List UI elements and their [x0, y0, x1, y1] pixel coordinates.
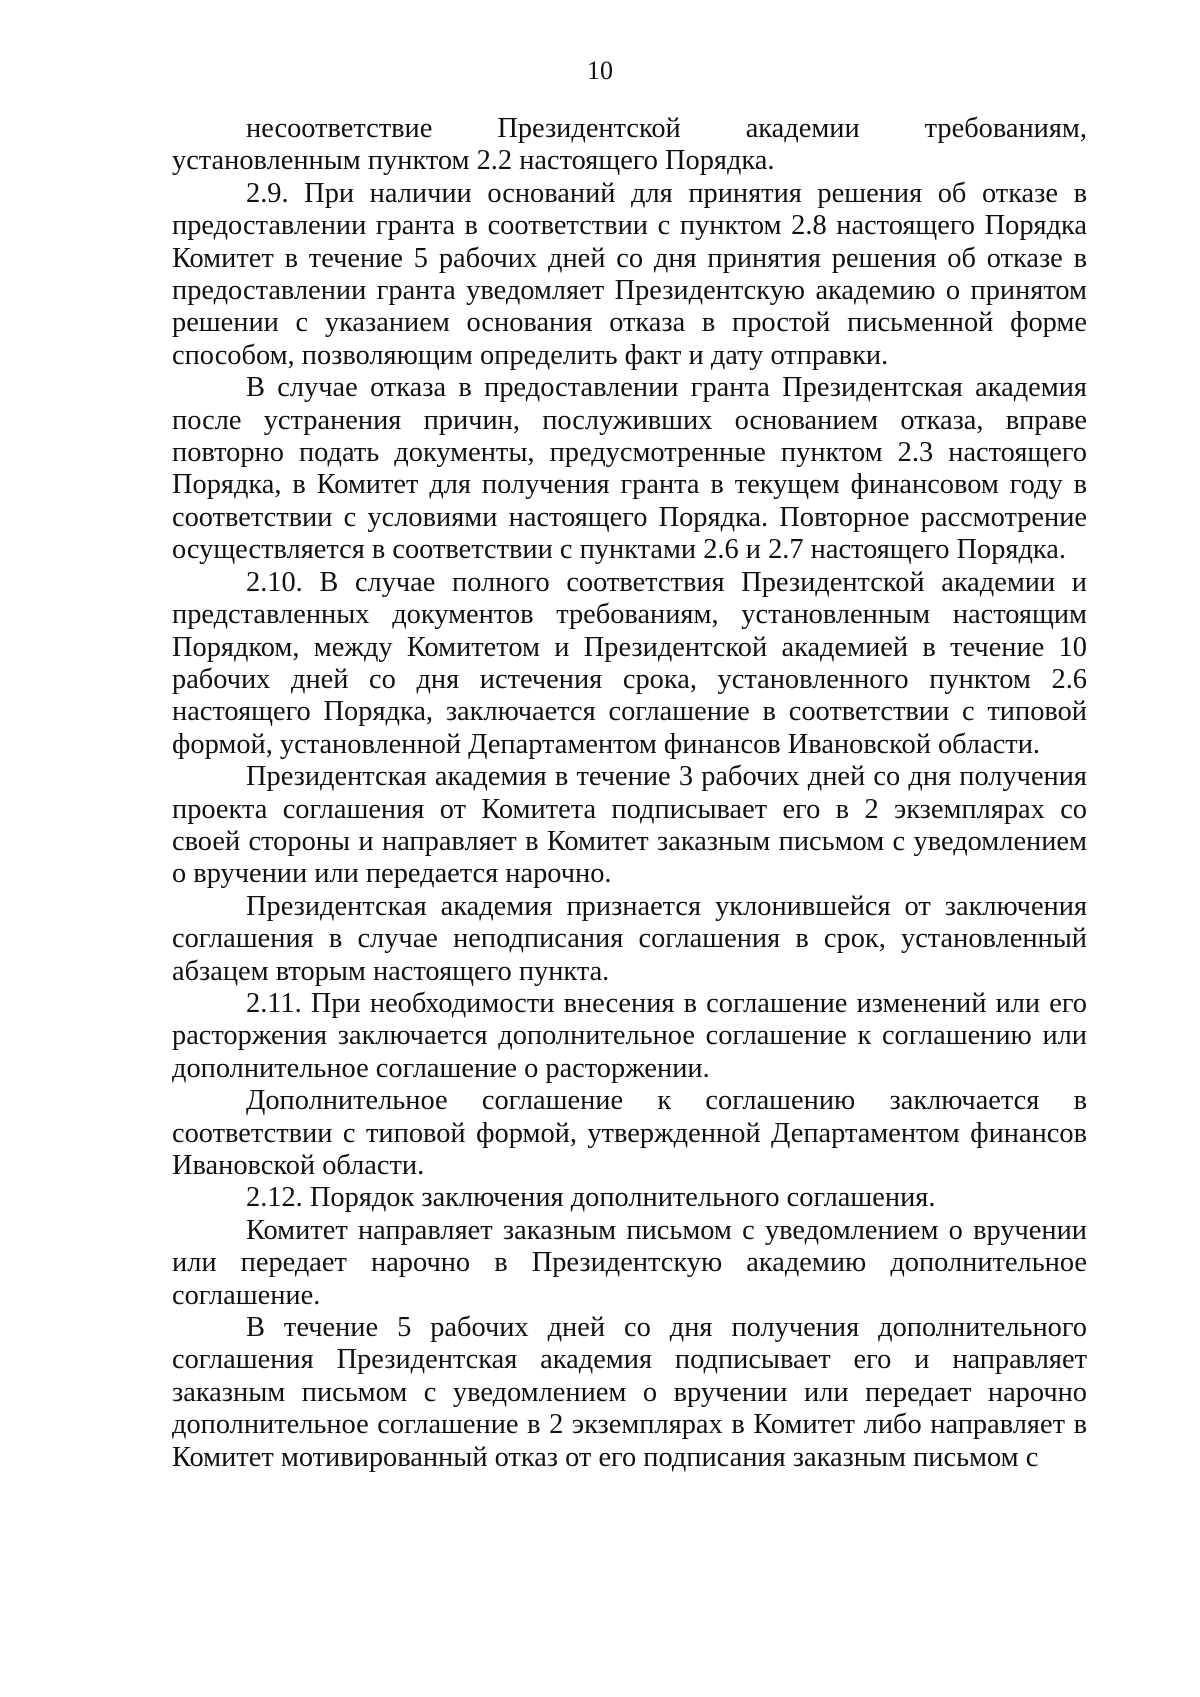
paragraph-continuation: несоответствие Президентской академии требованиям, установленным пунктом 2.2 настоящего Порядка. [172, 113, 1087, 177]
paragraph-refusal-case: В случае отказа в предоставлении гранта Президентская академия после устранения причин, послуживших основанием отказа, вправе повторно подать документы, предусмотренные пунктом 2.3 настоящего Порядка, в Комитет для получения гранта в текущем финансовом году в соответствии с условиями настоящего Порядка. Повторное рассмотрение осуществляется в соответствии с пунктами 2.6 и 2.7 настоящего Порядка. [172, 372, 1087, 566]
paragraph-additional-agreement-form: Дополнительное соглашение к соглашению заключается в соответствии с типовой формой, утвержденной Департаментом финансов Ивановской области. [172, 1085, 1087, 1181]
paragraph-2-11: 2.11. При необходимости внесения в соглашение изменений или его расторжения заключается дополнительное соглашение к соглашению или дополнительное соглашение о расторжении. [172, 987, 1087, 1084]
paragraph-five-days: В течение 5 рабочих дней со дня получения дополнительного соглашения Президентская академия подписывает его и направляет заказным письмом с уведомлением о вручении или передает нарочно дополнительное соглашение в 2 экземплярах в Комитет либо направляет в Комитет мотивированный отказ от его подписания заказным письмом с [172, 1312, 1087, 1473]
paragraph-signing-terms: Президентская академия в течение 3 рабочих дней со дня получения проекта соглашения от Комитета подписывает его в 2 экземплярах со своей стороны и направляет в Комитет заказным письмом с уведомлением о вручении или передается нарочно. [172, 761, 1087, 890]
paragraph-2-10: 2.10. В случае полного соответствия Президентской академии и представленных документов требованиям, установленным настоящим Порядком, между Комитетом и Президентской академией в течение 10 рабочих дней со дня истечения срока, установленного пунктом 2.6 настоящего Порядка, заключается соглашение в соответствии с типовой формой, установленной Департаментом финансов Ивановской области. [172, 566, 1087, 760]
paragraph-committee-sends: Комитет направляет заказным письмом с уведомлением о вручении или передает нарочно в Президентскую академию дополнительное соглашение. [172, 1214, 1087, 1311]
paragraph-evasion: Президентская академия признается уклонившейся от заключения соглашения в случае неподписания соглашения в срок, установленный абзацем вторым настоящего пункта. [172, 890, 1087, 987]
document-body [172, 113, 1087, 1474]
paragraph-2-9: 2.9. При наличии оснований для принятия решения об отказе в предоставлении гранта в соответствии с пунктом 2.8 настоящего Порядка Комитет в течение 5 рабочих дней со дня принятия решения об отказе в предоставлении гранта уведомляет Президентскую академию о принятом решении с указанием основания отказа в простой письменной форме способом, позволяющим определить факт и дату отправки. [172, 177, 1087, 371]
paragraph-2-12: 2.12. Порядок заключения дополнительного соглашения. [246, 1182, 936, 1214]
page-number: 10 [587, 56, 613, 85]
